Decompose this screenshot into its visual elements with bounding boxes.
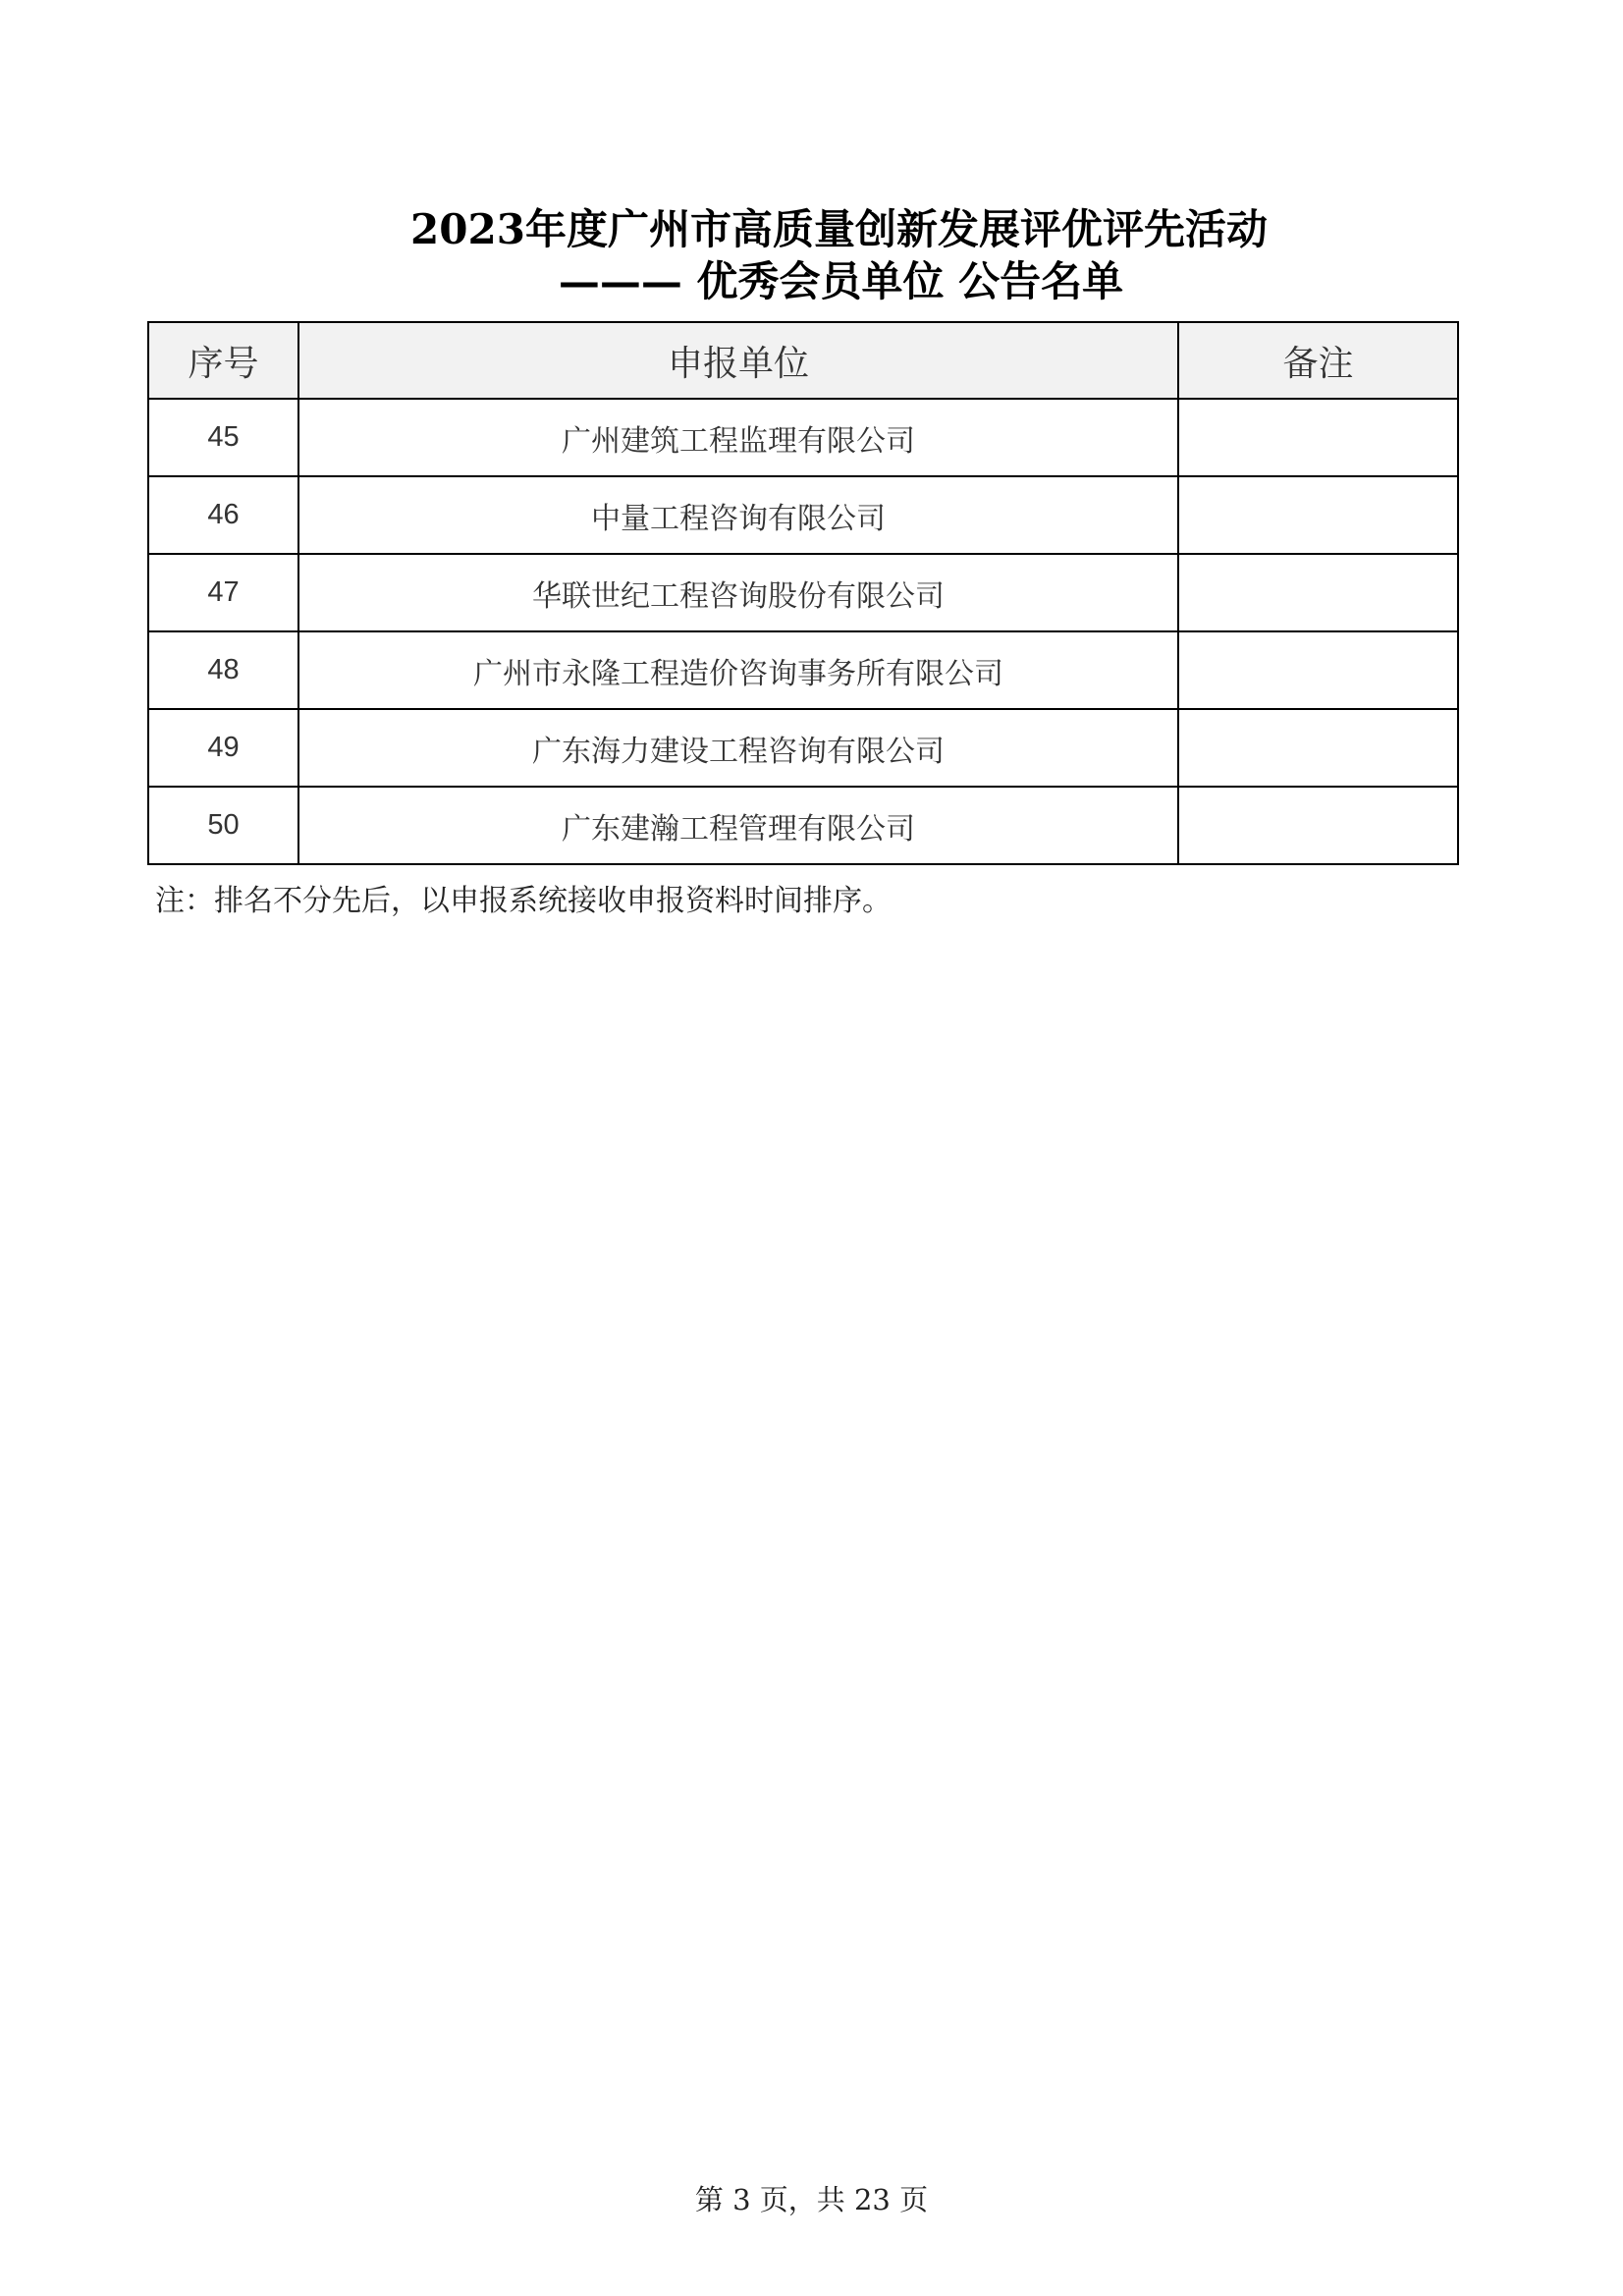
table-row [148,399,1458,476]
column-header-no: 序号 [148,322,298,399]
cell-unit: 华联世纪工程咨询股份有限公司 [298,554,1178,631]
table-header-row [148,322,1458,399]
cell-remark [1178,709,1458,787]
cell-no: 45 [148,399,298,476]
ranking-note: 注：排名不分先后，以申报系统接收申报资料时间排序。 [155,884,892,918]
table-row [148,631,1458,709]
cell-remark [1178,476,1458,554]
cell-remark [1178,631,1458,709]
table-row [148,476,1458,554]
document-title-line-1: 2023年度广州市高质量创新发展评优评先活动 [410,205,1268,253]
member-list-table [147,321,1459,865]
column-header-remark: 备注 [1178,322,1458,399]
cell-no: 46 [148,476,298,554]
cell-no: 50 [148,787,298,864]
table-row [148,554,1458,631]
cell-remark [1178,787,1458,864]
table-row [148,709,1458,787]
cell-no: 48 [148,631,298,709]
table-header [148,322,1458,399]
cell-unit: 广东海力建设工程咨询有限公司 [298,709,1178,787]
column-header-unit: 申报单位 [298,322,1178,399]
cell-no: 47 [148,554,298,631]
cell-unit: 广州市永隆工程造价咨询事务所有限公司 [298,631,1178,709]
cell-unit: 广东建瀚工程管理有限公司 [298,787,1178,864]
page-number-footer: 第 3 页，共 23 页 [694,2183,929,2216]
cell-remark [1178,399,1458,476]
cell-unit: 广州建筑工程监理有限公司 [298,399,1178,476]
table-body [148,399,1458,864]
cell-remark [1178,554,1458,631]
cell-no: 49 [148,709,298,787]
document-title-line-2: ——— 优秀会员单位 公告名单 [558,257,1124,305]
cell-unit: 中量工程咨询有限公司 [298,476,1178,554]
table-row [148,787,1458,864]
